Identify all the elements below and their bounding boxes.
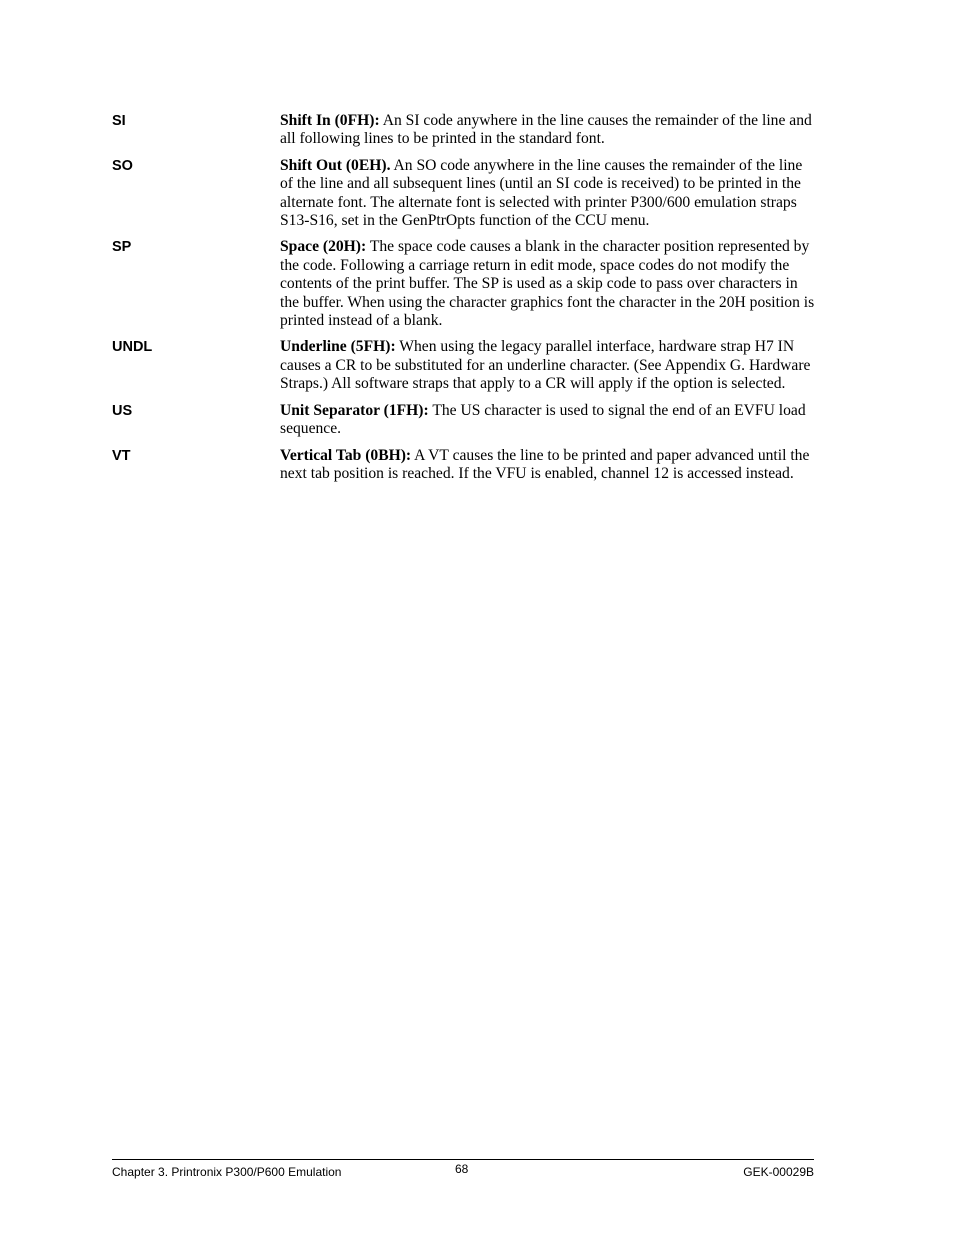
definition-description bbox=[280, 112, 817, 149]
definition-description bbox=[280, 447, 817, 484]
page-footer bbox=[112, 1159, 814, 1186]
definition-text: An SI code anywhere in the line causes the remainder of the line and all following lines to be printed in the standard font. bbox=[280, 112, 812, 148]
definition-entry-so bbox=[112, 157, 817, 231]
footer-chapter-title: Chapter 3. Printronix P300/P600 Emulation bbox=[112, 1165, 342, 1179]
definition-entry-undl bbox=[112, 338, 817, 393]
definition-title: Space (20H): bbox=[280, 238, 367, 256]
definition-entry-sp bbox=[112, 238, 817, 330]
definition-term: SP bbox=[112, 239, 132, 256]
footer-page-number: 68 bbox=[455, 1162, 469, 1176]
definition-text: When using the legacy parallel interface, hardware strap H7 IN causes a CR to be substituted for an underline character. (See Appendix G. Hardware Straps.) All software straps that apply to a CR will apply if the option is selected. bbox=[280, 338, 811, 393]
definition-term: UNDL bbox=[112, 339, 153, 356]
definition-title: Underline (5FH): bbox=[280, 338, 396, 356]
definition-entry-us bbox=[112, 402, 817, 439]
definition-term: VT bbox=[112, 447, 131, 464]
definition-description bbox=[280, 402, 817, 439]
definition-term: SI bbox=[112, 113, 126, 129]
definition-title: Unit Separator (1FH): bbox=[280, 401, 429, 419]
definition-description bbox=[280, 338, 817, 393]
definition-list bbox=[112, 112, 817, 491]
definition-entry-vt bbox=[112, 447, 817, 484]
definition-description bbox=[280, 238, 817, 330]
definition-text: The US character is used to signal the end of an EVFU load sequence. bbox=[280, 401, 806, 438]
definition-title: Shift Out (0EH). bbox=[280, 156, 391, 174]
definition-entry-si bbox=[112, 112, 817, 149]
definition-text: The space code causes a blank in the character position represented by the code. Following a carriage return in edit mode, space codes do not modify the contents of the print buffer. The SP is used as a skip code to pass over characters in the buffer. When using the character graphics font the character in the 20H position is printed instead of a blank. bbox=[280, 238, 815, 330]
definition-text: An SO code anywhere in the line causes the remainder of the line of the line and all subsequent lines (until an SI code is received) to be printed in the alternate font. The alternate font is selected with printer P300/600 emulation straps S13-S16, set in the GenPtrOpts function of the CCU menu. bbox=[280, 156, 803, 230]
definition-description bbox=[280, 157, 817, 231]
definition-title: Vertical Tab (0BH): bbox=[280, 446, 412, 464]
definition-term: US bbox=[112, 402, 133, 419]
definition-text: A VT causes the line to be printed and paper advanced until the next tab position is reached. If the VFU is enabled, channel 12 is accessed instead. bbox=[280, 446, 810, 482]
definition-term: SO bbox=[112, 157, 133, 174]
definition-title: Shift In (0FH): bbox=[280, 112, 380, 129]
footer-document-id: GEK-00029B bbox=[743, 1165, 814, 1179]
